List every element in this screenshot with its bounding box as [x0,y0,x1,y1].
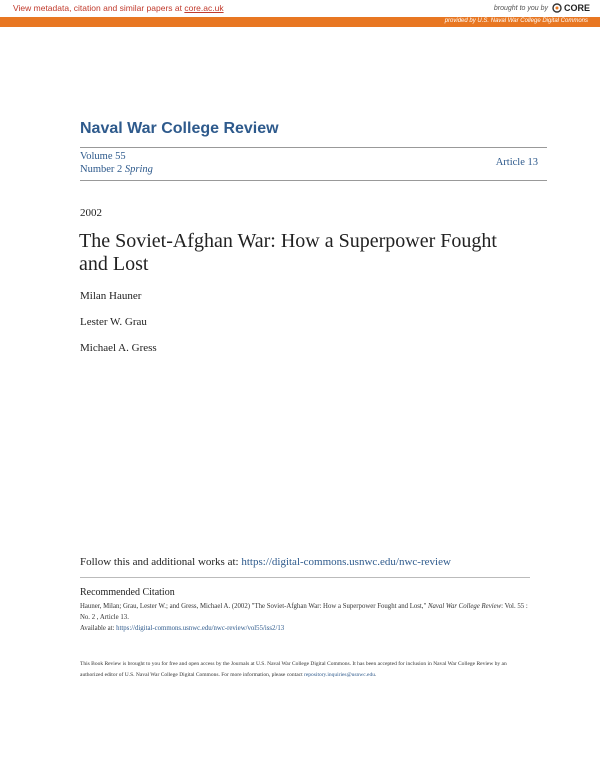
divider [80,577,530,578]
core-logo[interactable] [552,3,590,13]
brought-by-label: brought to you by [493,4,548,12]
author-name[interactable]: Lester W. Grau [80,316,147,328]
divider [80,147,547,148]
provided-by-label[interactable]: provided by U.S. Naval War College Digital Commons [444,18,588,24]
core-banner [0,0,600,18]
contact-email-link[interactable]: repository.inquiries@usnwc.edu [304,671,376,678]
access-note-text: This Book Review is brought to you for free and open access by the Journals at U.S. Naval War College Digital Commons. It has been accepted for inclusion in Naval War College Review by an authorized editor of U.S. Naval War College Digital Commons. For more information, please contact [80,661,507,678]
core-logo-icon [552,3,562,13]
provider-bar [0,17,600,27]
follow-label: Follow this and additional works at: [80,556,242,568]
paper-title: The Soviet-Afghan War: How a Superpower Fought and Lost [79,230,497,275]
divider [80,180,547,181]
available-link[interactable]: https://digital-commons.usnwc.edu/nwc-review/vol55/iss2/13 [116,625,285,632]
author-name[interactable]: Milan Hauner [80,290,142,302]
citation-authors: Hauner, Milan; Grau, Lester W.; and Gress, Michael A. (2002) "The Soviet-Afghan War: How a Superpower Fought and Lost," [80,603,428,610]
citation-volume: : Vol. 55 : No. 2 , Article 13. [80,603,528,621]
available-label: Available at: [80,625,117,632]
citation-text [80,601,530,634]
article-label[interactable]: Article 13 [495,157,538,168]
follow-link[interactable]: https://digital-commons.usnwc.edu/nwc-review [241,556,451,568]
follow-line [80,556,451,568]
issue-season: Spring [124,164,153,175]
core-metadata-text [13,3,224,13]
access-note-end: . [375,671,377,678]
volume-label[interactable]: Volume 55 [80,151,126,162]
recommended-citation-heading: Recommended Citation [80,587,175,598]
core-brought-by [494,3,590,13]
issue-number: Number 2 [80,164,125,175]
citation-journal: Naval War College Review [427,603,502,610]
author-name[interactable]: Michael A. Gress [80,342,157,354]
journal-title[interactable]: Naval War College Review [80,120,279,137]
publication-year: 2002 [80,207,102,219]
core-metadata-label: View metadata, citation and similar papers at [13,3,185,13]
access-note [80,659,520,680]
core-logo-label: CORE [563,3,590,13]
issue-label[interactable] [80,164,153,175]
core-link[interactable]: core.ac.uk [184,3,224,13]
